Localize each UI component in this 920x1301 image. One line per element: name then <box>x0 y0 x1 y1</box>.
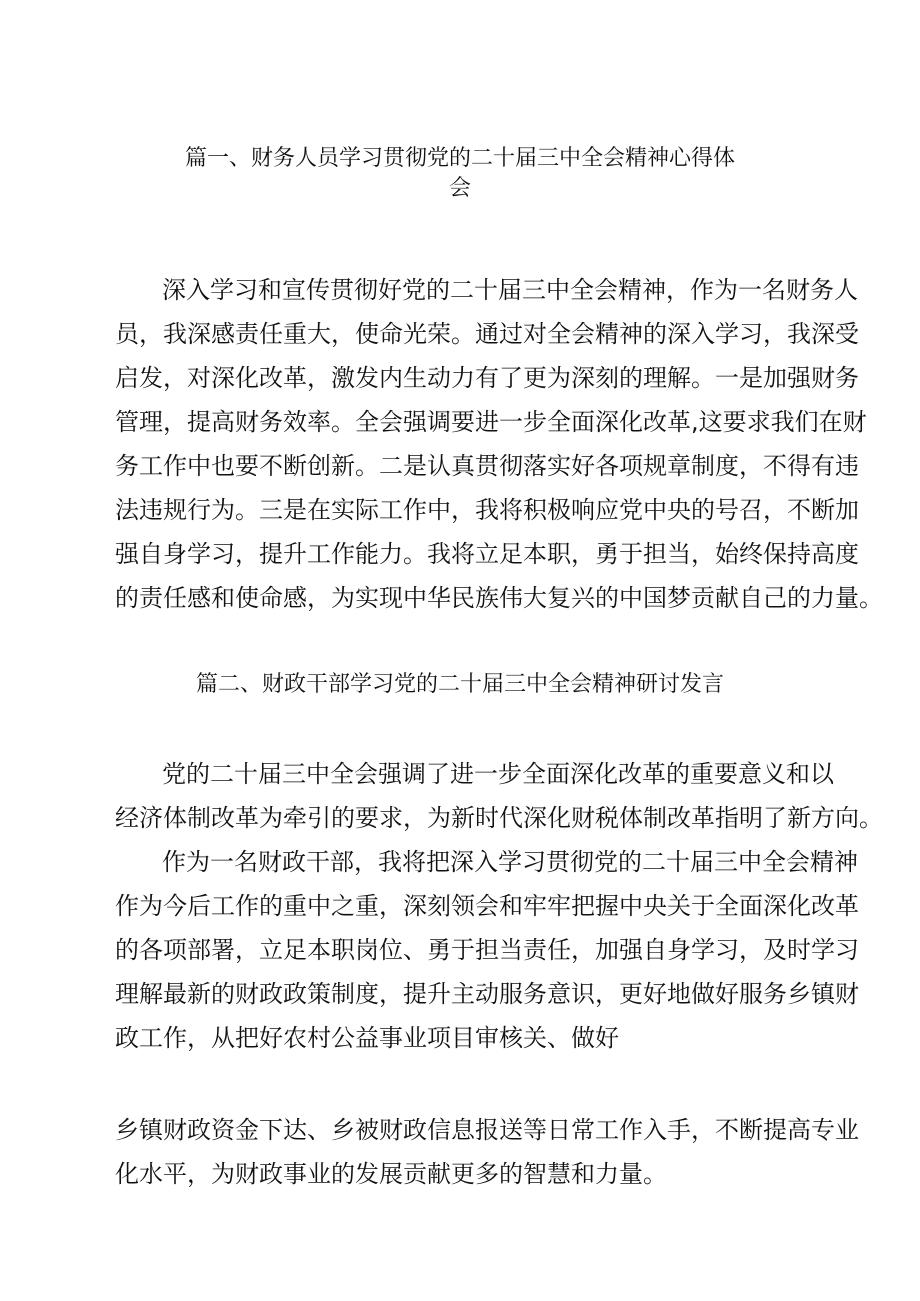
section-2-title <box>0 670 920 700</box>
section-1-paragraph <box>115 268 883 620</box>
section-1-title-line-2: 会 <box>448 176 471 201</box>
section-1-title <box>0 144 920 204</box>
section-2-paragraph-3 <box>115 1108 859 1196</box>
paragraph-line: 深入学习和宣传贯彻好党的二十届三中全会精神，作为一名财务人 <box>162 276 858 304</box>
paragraph-line: 乡镇财政资金下达、乡被财政信息报送等日常工作入手，不断提高专业 <box>115 1116 859 1144</box>
paragraph-line: 政工作，从把好农村公益事业项目审核关、做好 <box>115 1024 619 1052</box>
paragraph-line: 作为一名财政干部，我将把深入学习贯彻党的二十届三中全会精神 <box>162 848 858 876</box>
paragraph-line: 党的二十届三中全会强调了进一步全面深化改革的重要意义和以 <box>162 760 834 788</box>
paragraph-line: 法违规行为。三是在实际工作中，我将积极响应党中央的号召，不断加 <box>115 496 859 524</box>
section-1-title-line-1: 篇一、财务人员学习贯彻党的二十届三中全会精神心得体 <box>184 146 735 171</box>
paragraph-line: 强自身学习，提升工作能力。我将立足本职，勇于担当，始终保持高度 <box>115 540 859 568</box>
paragraph-line: 管理，提高财务效率。全会强调要进一步全面深化改革,这要求我们在财 <box>115 408 867 436</box>
paragraph-line: 理解最新的财政政策制度，提升主动服务意识，更好地做好服务乡镇财 <box>115 980 859 1008</box>
paragraph-line: 的各项部署，立足本职岗位、勇于担当责任，加强自身学习，及时学习 <box>115 936 859 964</box>
paragraph-line: 员，我深感责任重大，使命光荣。通过对全会精神的深入学习，我深受 <box>115 320 859 348</box>
paragraph-line: 启发，对深化改革，激发内生动力有了更为深刻的理解。一是加强财务 <box>115 364 859 392</box>
section-2-paragraph-1 <box>115 752 883 840</box>
section-2-title-text: 篇二、财政干部学习党的二十届三中全会精神研讨发言 <box>195 672 724 697</box>
paragraph-line: 化水平，为财政事业的发展贡献更多的智慧和力量。 <box>115 1160 667 1188</box>
paragraph-line: 的责任感和使命感，为实现中华民族伟大复兴的中国梦贡献自己的力量。 <box>115 584 883 612</box>
paragraph-line: 务工作中也要不断创新。二是认真贯彻落实好各项规章制度，不得有违 <box>115 452 859 480</box>
paragraph-line: 作为今后工作的重中之重，深刻领会和牢牢把握中央关于全面深化改革 <box>115 892 859 920</box>
paragraph-line: 经济体制改革为牵引的要求，为新时代深化财税体制改革指明了新方向。 <box>115 804 883 832</box>
section-2-paragraph-2 <box>115 840 859 1060</box>
